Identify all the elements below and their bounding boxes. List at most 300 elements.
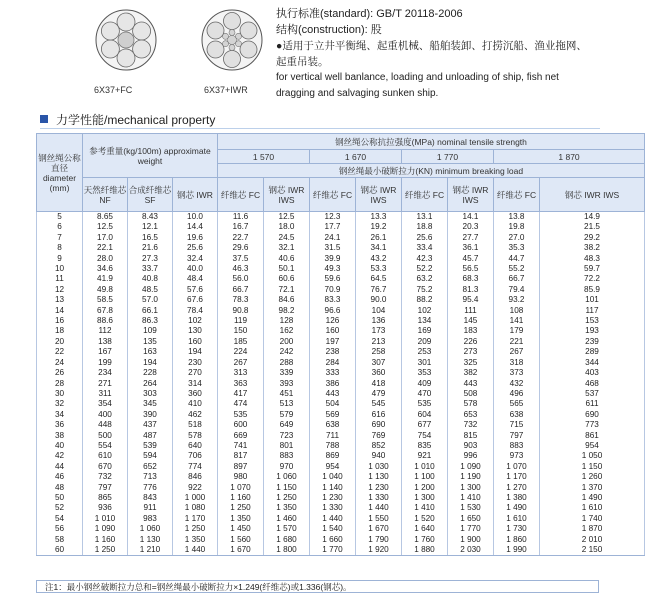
- value-cell: 496: [494, 389, 540, 399]
- section-header: [40, 112, 215, 126]
- value-cell: 56.0: [218, 274, 264, 284]
- value-cell: 980: [218, 472, 264, 482]
- value-cell: 213: [356, 337, 402, 347]
- value-cell: 57.6: [173, 285, 218, 295]
- value-cell: 903: [448, 441, 494, 451]
- value-cell: 1 250: [264, 493, 310, 503]
- value-cell: 500: [83, 431, 128, 441]
- diameter-cell: 54: [37, 514, 83, 524]
- diameter-cell: 9: [37, 254, 83, 264]
- value-cell: 1 160: [83, 535, 128, 545]
- value-cell: 616: [356, 410, 402, 420]
- value-cell: 1 210: [128, 545, 173, 556]
- value-cell: 303: [128, 389, 173, 399]
- value-cell: 1 490: [540, 493, 645, 503]
- value-cell: 27.7: [448, 233, 494, 243]
- diameter-cell: 18: [37, 326, 83, 336]
- value-cell: 311: [83, 389, 128, 399]
- value-cell: 108: [494, 306, 540, 316]
- table-row: [37, 483, 645, 493]
- diameter-cell: 30: [37, 389, 83, 399]
- value-cell: 1 330: [310, 503, 356, 513]
- value-cell: 1 350: [264, 503, 310, 513]
- table-row: [37, 337, 645, 347]
- value-cell: 197: [310, 337, 356, 347]
- table-row: [37, 222, 645, 232]
- value-cell: 339: [264, 368, 310, 378]
- value-cell: 57.0: [128, 295, 173, 305]
- value-cell: 410: [173, 399, 218, 409]
- value-cell: 539: [128, 441, 173, 451]
- value-cell: 513: [264, 399, 310, 409]
- table-row: [37, 441, 645, 451]
- value-cell: 28.0: [83, 254, 128, 264]
- value-cell: 1 410: [448, 493, 494, 503]
- value-cell: 973: [494, 451, 540, 461]
- header-diameter: 钢丝绳公称直径 diameter (mm): [37, 134, 83, 212]
- value-cell: 817: [218, 451, 264, 461]
- value-cell: 638: [494, 410, 540, 420]
- value-cell: 1 870: [540, 524, 645, 534]
- footnote: 注1：最小钢丝破断拉力总和=钢丝绳最小破断拉力×1.249(纤维芯)或1.336(钢芯)。: [36, 580, 599, 593]
- construction-text: 结构(construction): 股: [276, 24, 382, 36]
- diameter-cell: 7: [37, 233, 83, 243]
- value-cell: 70.9: [310, 285, 356, 295]
- value-cell: 34.6: [83, 264, 128, 274]
- value-cell: 1 530: [448, 503, 494, 513]
- table-row: [37, 368, 645, 378]
- value-cell: 112: [83, 326, 128, 336]
- table-row: [37, 347, 645, 357]
- value-cell: 12.5: [264, 212, 310, 223]
- value-cell: 1 490: [494, 503, 540, 513]
- value-cell: 19.2: [356, 222, 402, 232]
- value-cell: 253: [402, 347, 448, 357]
- value-cell: 209: [402, 337, 448, 347]
- value-cell: 48.5: [128, 285, 173, 295]
- value-cell: 487: [128, 431, 173, 441]
- value-cell: 318: [494, 358, 540, 368]
- value-cell: 119: [218, 316, 264, 326]
- value-cell: 1 410: [402, 503, 448, 513]
- value-cell: 22.7: [218, 233, 264, 243]
- table-row: [37, 420, 645, 430]
- value-cell: 67.8: [83, 306, 128, 316]
- value-cell: 640: [173, 441, 218, 451]
- value-cell: 239: [540, 337, 645, 347]
- value-cell: 43.2: [356, 254, 402, 264]
- value-cell: 29.6: [218, 243, 264, 253]
- value-cell: 58.5: [83, 295, 128, 305]
- diameter-cell: 36: [37, 420, 83, 430]
- value-cell: 33.4: [402, 243, 448, 253]
- value-cell: 1 200: [402, 483, 448, 493]
- col-iwr: 钢芯 IWR: [173, 178, 218, 212]
- value-cell: 996: [448, 451, 494, 461]
- value-cell: 84.6: [264, 295, 310, 305]
- value-cell: 353: [402, 368, 448, 378]
- value-cell: 75.2: [402, 285, 448, 295]
- value-cell: 48.4: [173, 274, 218, 284]
- value-cell: 136: [356, 316, 402, 326]
- value-cell: 270: [173, 368, 218, 378]
- value-cell: 29.2: [540, 233, 645, 243]
- col-iwr-1870: 钢芯 IWR IWS: [540, 178, 645, 212]
- value-cell: 983: [128, 514, 173, 524]
- value-cell: 93.2: [494, 295, 540, 305]
- value-cell: 1 100: [402, 472, 448, 482]
- value-cell: 68.3: [448, 274, 494, 284]
- value-cell: 801: [264, 441, 310, 451]
- value-cell: 230: [173, 358, 218, 368]
- diameter-cell: 8: [37, 243, 83, 253]
- value-cell: 81.3: [448, 285, 494, 295]
- value-cell: 883: [494, 441, 540, 451]
- value-cell: 670: [83, 462, 128, 472]
- table-row: [37, 389, 645, 399]
- value-cell: 264: [128, 379, 173, 389]
- value-cell: 50.1: [264, 264, 310, 274]
- value-cell: 417: [218, 389, 264, 399]
- value-cell: 13.3: [356, 212, 402, 223]
- value-cell: 145: [448, 316, 494, 326]
- value-cell: 1 540: [310, 524, 356, 534]
- value-cell: 537: [540, 389, 645, 399]
- diameter-cell: 60: [37, 545, 83, 556]
- value-cell: 40.8: [128, 274, 173, 284]
- diameter-cell: 5: [37, 212, 83, 223]
- diameter-cell: 46: [37, 472, 83, 482]
- table-row: [37, 233, 645, 243]
- value-cell: 936: [83, 503, 128, 513]
- value-cell: 60.6: [264, 274, 310, 284]
- value-cell: 653: [448, 410, 494, 420]
- value-cell: 535: [402, 399, 448, 409]
- diameter-cell: 14: [37, 306, 83, 316]
- value-cell: 194: [173, 347, 218, 357]
- standard-text: 执行标准(standard): GB/T 20118-2006: [276, 8, 463, 20]
- col-fc-1670: 纤维芯 FC: [310, 178, 356, 212]
- rope-label-fc: 6X37+FC: [94, 85, 133, 95]
- value-cell: 1 010: [83, 514, 128, 524]
- value-cell: 773: [540, 420, 645, 430]
- value-cell: 2 150: [540, 545, 645, 556]
- value-cell: 24.1: [310, 233, 356, 243]
- value-cell: 64.5: [356, 274, 402, 284]
- value-cell: 39.9: [310, 254, 356, 264]
- value-cell: 24.5: [264, 233, 310, 243]
- value-cell: 1 440: [173, 545, 218, 556]
- value-cell: 732: [448, 420, 494, 430]
- value-cell: 72.2: [540, 274, 645, 284]
- value-cell: 228: [128, 368, 173, 378]
- value-cell: 1 570: [264, 524, 310, 534]
- diameter-cell: 42: [37, 451, 83, 461]
- value-cell: 545: [356, 399, 402, 409]
- value-cell: 1 610: [540, 503, 645, 513]
- value-cell: 18.8: [402, 222, 448, 232]
- value-cell: 78.3: [218, 295, 264, 305]
- spec-text: [276, 6, 594, 102]
- value-cell: 16.7: [218, 222, 264, 232]
- value-cell: 1 560: [218, 535, 264, 545]
- value-cell: 59.6: [310, 274, 356, 284]
- value-cell: 8.65: [83, 212, 128, 223]
- value-cell: 19.6: [173, 233, 218, 243]
- value-cell: 769: [356, 431, 402, 441]
- value-cell: 1 050: [540, 451, 645, 461]
- value-cell: 102: [173, 316, 218, 326]
- value-cell: 42.3: [402, 254, 448, 264]
- value-cell: 183: [448, 326, 494, 336]
- value-cell: 101: [540, 295, 645, 305]
- value-cell: 578: [448, 399, 494, 409]
- value-cell: 390: [128, 410, 173, 420]
- value-cell: 797: [83, 483, 128, 493]
- value-cell: 96.6: [310, 306, 356, 316]
- value-cell: 126: [310, 316, 356, 326]
- value-cell: 224: [218, 347, 264, 357]
- value-cell: 12.5: [83, 222, 128, 232]
- value-cell: 1 260: [540, 472, 645, 482]
- value-cell: 344: [540, 358, 645, 368]
- value-cell: 104: [356, 306, 402, 316]
- value-cell: 102: [402, 306, 448, 316]
- value-cell: 314: [173, 379, 218, 389]
- value-cell: 1 060: [264, 472, 310, 482]
- value-cell: 14.9: [540, 212, 645, 223]
- value-cell: 79.4: [494, 285, 540, 295]
- value-cell: 400: [83, 410, 128, 420]
- value-cell: 843: [128, 493, 173, 503]
- value-cell: 1 730: [494, 524, 540, 534]
- table-row: [37, 431, 645, 441]
- value-cell: 221: [494, 337, 540, 347]
- value-cell: 852: [356, 441, 402, 451]
- value-cell: 535: [218, 410, 264, 420]
- value-cell: 8.43: [128, 212, 173, 223]
- value-cell: 1 770: [448, 524, 494, 534]
- value-cell: 579: [264, 410, 310, 420]
- value-cell: 234: [83, 368, 128, 378]
- value-cell: 38.2: [540, 243, 645, 253]
- diameter-cell: 48: [37, 483, 83, 493]
- diameter-cell: 56: [37, 524, 83, 534]
- value-cell: 569: [310, 410, 356, 420]
- value-cell: 677: [402, 420, 448, 430]
- value-cell: 418: [356, 379, 402, 389]
- value-cell: 565: [494, 399, 540, 409]
- value-cell: 83.3: [310, 295, 356, 305]
- value-cell: 98.2: [264, 306, 310, 316]
- value-cell: 360: [173, 389, 218, 399]
- rope-cross-section-iwr-icon: [200, 8, 264, 72]
- value-cell: 754: [402, 431, 448, 441]
- value-cell: 66.1: [128, 306, 173, 316]
- value-cell: 776: [128, 483, 173, 493]
- value-cell: 273: [448, 347, 494, 357]
- diameter-cell: 26: [37, 368, 83, 378]
- value-cell: 1 520: [402, 514, 448, 524]
- value-cell: 504: [310, 399, 356, 409]
- value-cell: 1 090: [448, 462, 494, 472]
- value-cell: 1 770: [310, 545, 356, 556]
- diameter-cell: 50: [37, 493, 83, 503]
- value-cell: 88.6: [83, 316, 128, 326]
- value-cell: 85.9: [540, 285, 645, 295]
- table-row: [37, 472, 645, 482]
- value-cell: 451: [264, 389, 310, 399]
- value-cell: 163: [128, 347, 173, 357]
- value-cell: 40.0: [173, 264, 218, 274]
- value-cell: 21.5: [540, 222, 645, 232]
- value-cell: 774: [173, 462, 218, 472]
- diameter-cell: 58: [37, 535, 83, 545]
- value-cell: 1 350: [173, 535, 218, 545]
- value-cell: 226: [448, 337, 494, 347]
- value-cell: 911: [128, 503, 173, 513]
- table-row: [37, 410, 645, 420]
- section-title: 力学性能/mechanical property: [56, 112, 216, 127]
- value-cell: 788: [310, 441, 356, 451]
- value-cell: 2 030: [448, 545, 494, 556]
- value-cell: 373: [494, 368, 540, 378]
- value-cell: 76.7: [356, 285, 402, 295]
- value-cell: 1 070: [494, 462, 540, 472]
- value-cell: 25.6: [173, 243, 218, 253]
- value-cell: 1 130: [356, 472, 402, 482]
- grade-1570: 1 570: [218, 150, 310, 164]
- value-cell: 1 250: [218, 503, 264, 513]
- value-cell: 2 010: [540, 535, 645, 545]
- value-cell: 32.1: [264, 243, 310, 253]
- value-cell: 31.5: [310, 243, 356, 253]
- header-breaking-load: 钢丝绳最小破断拉力(KN) minimum breaking load: [218, 164, 645, 178]
- value-cell: 1 250: [173, 524, 218, 534]
- value-cell: 200: [264, 337, 310, 347]
- value-cell: 150: [218, 326, 264, 336]
- value-cell: 865: [83, 493, 128, 503]
- value-cell: 34.1: [356, 243, 402, 253]
- value-cell: 267: [494, 347, 540, 357]
- diameter-cell: 44: [37, 462, 83, 472]
- value-cell: 153: [540, 316, 645, 326]
- table-row: [37, 462, 645, 472]
- value-cell: 409: [402, 379, 448, 389]
- value-cell: 36.1: [448, 243, 494, 253]
- value-cell: 313: [218, 368, 264, 378]
- value-cell: 49.8: [83, 285, 128, 295]
- table-row: [37, 451, 645, 461]
- value-cell: 578: [173, 431, 218, 441]
- table-row: [37, 493, 645, 503]
- value-cell: 13.8: [494, 212, 540, 223]
- diameter-cell: 12: [37, 285, 83, 295]
- col-iwr-1570: 钢芯 IWR IWS: [264, 178, 310, 212]
- value-cell: 846: [173, 472, 218, 482]
- value-cell: 162: [264, 326, 310, 336]
- value-cell: 1 610: [494, 514, 540, 524]
- value-cell: 468: [540, 379, 645, 389]
- diameter-cell: 20: [37, 337, 83, 347]
- value-cell: 462: [173, 410, 218, 420]
- value-cell: 109: [128, 326, 173, 336]
- value-cell: 19.8: [494, 222, 540, 232]
- value-cell: 138: [83, 337, 128, 347]
- value-cell: 49.3: [310, 264, 356, 274]
- value-cell: 437: [128, 420, 173, 430]
- value-cell: 1 040: [310, 472, 356, 482]
- value-cell: 1 760: [402, 535, 448, 545]
- table-row: [37, 514, 645, 524]
- value-cell: 448: [83, 420, 128, 430]
- value-cell: 638: [310, 420, 356, 430]
- value-cell: 611: [540, 399, 645, 409]
- diameter-cell: 6: [37, 222, 83, 232]
- table-row: [37, 306, 645, 316]
- value-cell: 652: [128, 462, 173, 472]
- value-cell: 27.0: [494, 233, 540, 243]
- value-cell: 45.7: [448, 254, 494, 264]
- value-cell: 518: [173, 420, 218, 430]
- value-cell: 669: [218, 431, 264, 441]
- value-cell: 40.6: [264, 254, 310, 264]
- value-cell: 333: [310, 368, 356, 378]
- value-cell: 604: [402, 410, 448, 420]
- value-cell: 16.5: [128, 233, 173, 243]
- diameter-cell: 52: [37, 503, 83, 513]
- product-header: [0, 0, 600, 108]
- value-cell: 17.0: [83, 233, 128, 243]
- value-cell: 1 000: [173, 493, 218, 503]
- value-cell: 67.6: [173, 295, 218, 305]
- diameter-cell: 24: [37, 358, 83, 368]
- value-cell: 508: [448, 389, 494, 399]
- value-cell: 258: [356, 347, 402, 357]
- value-cell: 711: [310, 431, 356, 441]
- value-cell: 135: [128, 337, 173, 347]
- value-cell: 21.6: [128, 243, 173, 253]
- section-divider: [40, 128, 600, 129]
- table-row: [37, 535, 645, 545]
- value-cell: 1 170: [173, 514, 218, 524]
- value-cell: 289: [540, 347, 645, 357]
- value-cell: 267: [218, 358, 264, 368]
- value-cell: 33.7: [128, 264, 173, 274]
- value-cell: 479: [356, 389, 402, 399]
- value-cell: 1 230: [356, 483, 402, 493]
- value-cell: 600: [218, 420, 264, 430]
- value-cell: 1 330: [356, 493, 402, 503]
- table-row: [37, 503, 645, 513]
- value-cell: 443: [310, 389, 356, 399]
- value-cell: 32.4: [173, 254, 218, 264]
- table-row: [37, 243, 645, 253]
- diameter-cell: 34: [37, 410, 83, 420]
- mechanical-property-table: [36, 133, 645, 556]
- value-cell: 690: [540, 410, 645, 420]
- value-cell: 382: [448, 368, 494, 378]
- value-cell: 1 060: [128, 524, 173, 534]
- value-cell: 715: [494, 420, 540, 430]
- value-cell: 713: [128, 472, 173, 482]
- col-sf: 合成纤维芯 SF: [128, 178, 173, 212]
- value-cell: 393: [264, 379, 310, 389]
- table-body: [37, 212, 645, 556]
- value-cell: 130: [173, 326, 218, 336]
- value-cell: 160: [173, 337, 218, 347]
- value-cell: 1 800: [264, 545, 310, 556]
